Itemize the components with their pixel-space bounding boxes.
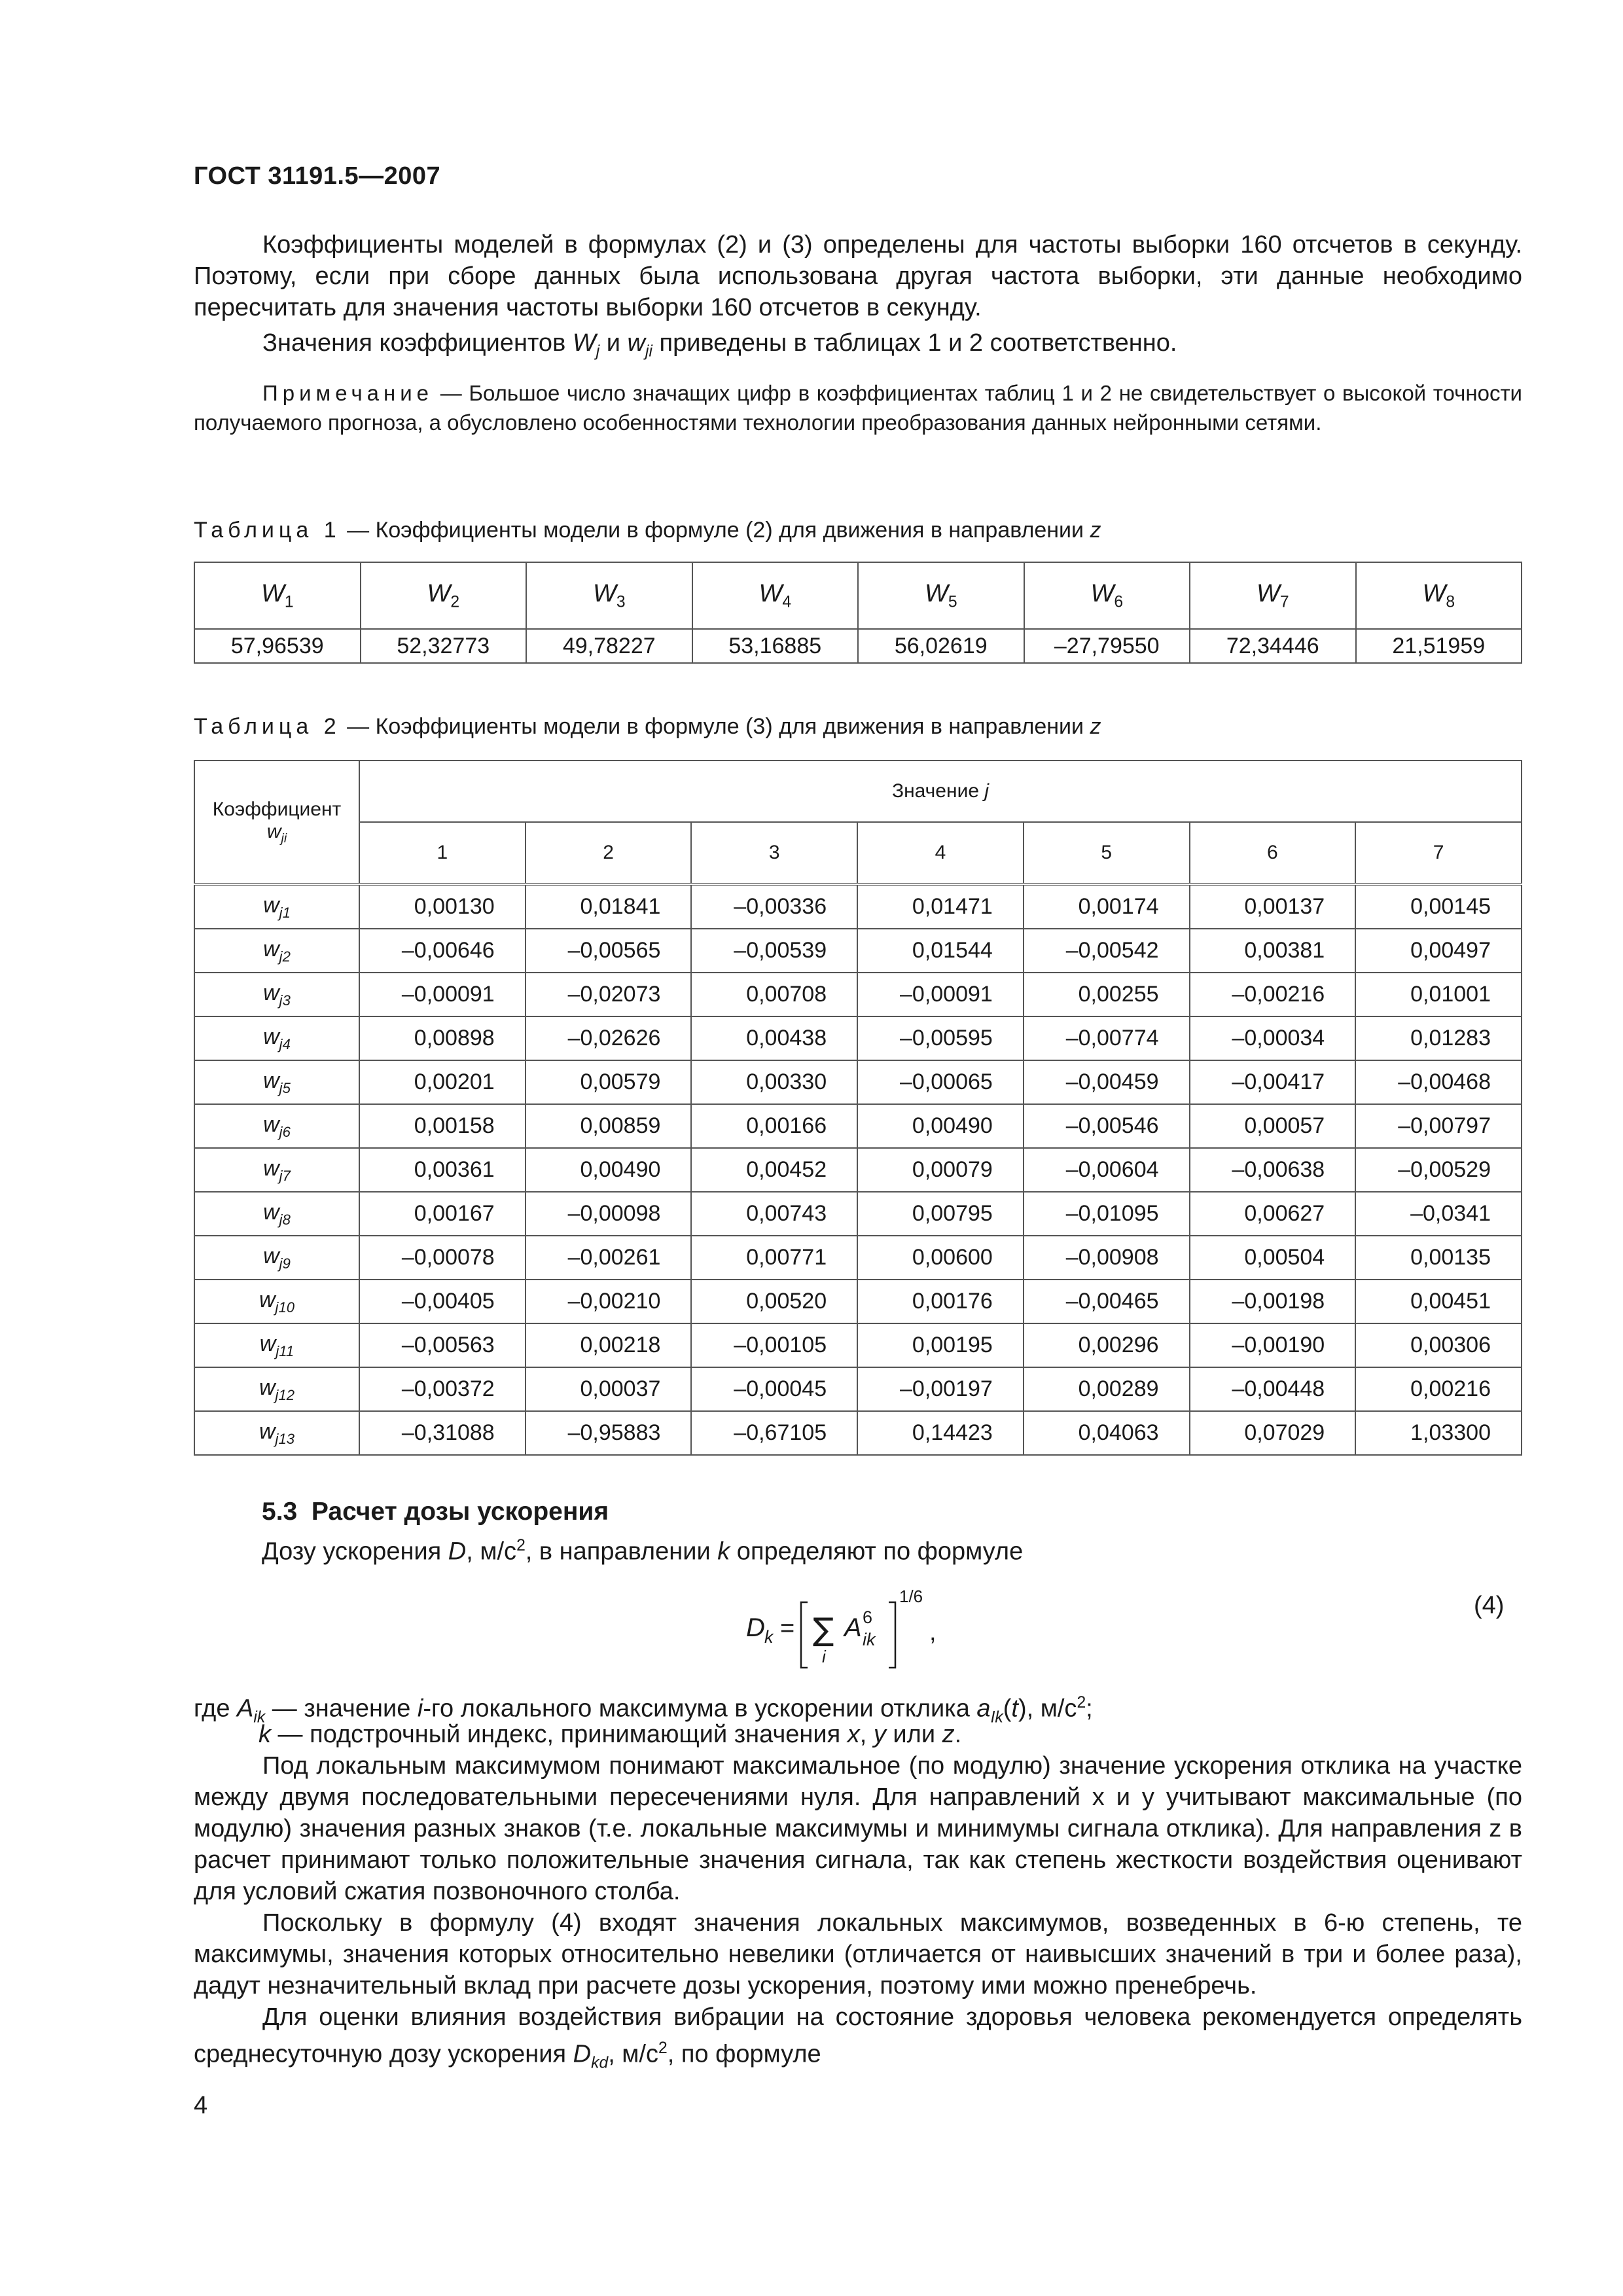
table2-row-label: $w_{j5}$	[194, 1060, 359, 1104]
table2-value-cell: –0,31088	[359, 1411, 526, 1455]
table2-value-cell: 0,00145	[1355, 884, 1522, 929]
note-paragraph	[194, 378, 1522, 437]
body-paragraph-1: Под локальным максимумом понимают максимальное (по модулю) значение ускорения отклика на участке между двумя последовательными пересечениями нуля. Для направлений x и y учитывают максимальные (по модулю) значения разных знаков (т.е. локальные максимумы и минимумы сигнала отклика). Для направления z в расчет принимают только положительные значения сигнала, так как степень жесткости воздействия оценивают для условий сжатия позвоночного столба.	[194, 1752, 1522, 1905]
table2-value-cell: –0,00197	[857, 1367, 1024, 1411]
table2-value-cell: 0,00201	[359, 1060, 526, 1104]
page-number: 4	[194, 2092, 208, 2119]
formula-number: (4)	[1474, 1592, 1505, 1619]
table2-row-label: $w_{j6}$	[194, 1104, 359, 1148]
table2-row-label: $w_{j7}$	[194, 1148, 359, 1192]
table2-value-cell: –0,02626	[526, 1016, 692, 1060]
formula-right-bracket	[889, 1602, 895, 1668]
table1-header-cell	[194, 562, 361, 629]
table-row	[194, 1060, 1522, 1104]
table1-header-row	[194, 562, 1522, 629]
table2-column-header: 6	[1190, 822, 1356, 884]
formula-left-bracket	[801, 1602, 808, 1668]
table1-header-symbol: W	[260, 579, 285, 607]
table2-column-header: 2	[526, 822, 692, 884]
table2-value-header: Значение j	[359, 761, 1522, 822]
table2-value-cell: 0,00490	[857, 1104, 1024, 1148]
formula-comma: ,	[929, 1619, 936, 1646]
table2-value-cell: –0,00078	[359, 1236, 526, 1280]
section-intro: Дозу ускорения D, $м/с^2$, в направлении k определяют по формуле	[262, 1537, 1024, 1566]
table2-value-cell: 1,03300	[1355, 1411, 1522, 1455]
table2-value-cell: –0,00542	[1024, 929, 1190, 973]
table1-header-subscript: 4	[782, 593, 792, 611]
table2-value-cell: –0,00459	[1024, 1060, 1190, 1104]
intro-paragraph-2: Значения коэффициентов $W_j$ и $w_{ji}$ приведены в таблицах 1 и 2 соответственно.	[262, 329, 1177, 361]
table2-value-cell: 0,00490	[526, 1148, 692, 1192]
table2-value-cell: –0,00465	[1024, 1280, 1190, 1323]
table1-header-subscript: 3	[616, 593, 626, 611]
formula-sum: ∑	[813, 1611, 834, 1648]
table1-header-symbol: W	[427, 579, 451, 607]
table-row	[194, 1016, 1522, 1060]
table1-header-subscript: 7	[1279, 593, 1289, 611]
table2-value-cell: –0,00210	[526, 1280, 692, 1323]
formula-eq: =	[780, 1615, 795, 1642]
table2-value-cell: –0,00595	[857, 1016, 1024, 1060]
table-row	[194, 1236, 1522, 1280]
table2-value-cell: –0,00034	[1190, 1016, 1356, 1060]
table2-value-cell: –0,01095	[1024, 1192, 1190, 1236]
table2-value-cell: –0,00529	[1355, 1148, 1522, 1192]
table1-value-cell: 52,32773	[361, 629, 527, 663]
table2-value-cell: 0,04063	[1024, 1411, 1190, 1455]
document-header: ГОСТ 31191.5—2007	[194, 162, 441, 190]
table2-row-label: $w_{j4}$	[194, 1016, 359, 1060]
table2-value-cell: 0,00289	[1024, 1367, 1190, 1411]
table-row	[194, 929, 1522, 973]
table2-value-cell: 0,07029	[1190, 1411, 1356, 1455]
table2-value-cell: –0,02073	[526, 973, 692, 1016]
table2-value-cell: 0,01471	[857, 884, 1024, 929]
table2-value-cell: –0,0341	[1355, 1192, 1522, 1236]
body-paragraph-3: Для оценки влияния воздействия вибрации на состояние здоровья человека рекомендуется определять среднесуточную дозу ускорения $D_{kd}$, $м/с^2$, по формуле	[194, 2003, 1522, 2072]
table1-caption: Таблица 1 — Коэффициенты модели в формуле (2) для движения в направлении z	[194, 518, 1101, 543]
table2-value-cell: –0,00908	[1024, 1236, 1190, 1280]
table2-value-cell: 0,00438	[691, 1016, 857, 1060]
table2-value-cell: 0,01544	[857, 929, 1024, 973]
table2-value-cell: 0,00771	[691, 1236, 857, 1280]
table1-value-row	[194, 629, 1522, 663]
table2-value-cell: 0,01283	[1355, 1016, 1522, 1060]
table2-value-cell: 0,00579	[526, 1060, 692, 1104]
table2-value-cell: 0,00195	[857, 1323, 1024, 1367]
table2-value-cell: 0,14423	[857, 1411, 1024, 1455]
table1-value-cell: –27,79550	[1024, 629, 1190, 663]
table1-header-cell	[1356, 562, 1522, 629]
table1-header-cell	[692, 562, 859, 629]
table2-value-cell: 0,00176	[857, 1280, 1024, 1323]
table2-column-header: 7	[1355, 822, 1522, 884]
where-line-1: где $A_{ik}$ — значение i-го локального максимума в ускорении отклика $a_{Ik}(t)$, $м/с^2$;	[194, 1694, 1093, 1727]
table2-value-cell: 0,00167	[359, 1192, 526, 1236]
section-heading: 5.3 Расчет дозы ускорения	[262, 1498, 609, 1526]
table2-value-cell: 0,00361	[359, 1148, 526, 1192]
table2-column-header: 5	[1024, 822, 1190, 884]
formula-term: A	[844, 1613, 862, 1642]
table1-value-cell: 21,51959	[1356, 629, 1522, 663]
table2-value-cell: –0,00261	[526, 1236, 692, 1280]
table2-value-cell: 0,00898	[359, 1016, 526, 1060]
table2-header-row-2	[194, 822, 1522, 884]
table1-header-symbol: W	[758, 579, 783, 607]
table1-header-symbol: W	[924, 579, 948, 607]
table2-coef-label: Коэффициент	[212, 798, 342, 820]
table2-value-cell: 0,00218	[526, 1323, 692, 1367]
table2-row-label: $w_{j10}$	[194, 1280, 359, 1323]
table2-value-cell: –0,00336	[691, 884, 857, 929]
table2-value-cell: –0,00774	[1024, 1016, 1190, 1060]
table2-value-cell: –0,00468	[1355, 1060, 1522, 1104]
table1-header-symbol: W	[1090, 579, 1115, 607]
formula-term-sub: ik	[863, 1630, 876, 1649]
table2-value-cell: 0,00381	[1190, 929, 1356, 973]
table2-caption: Таблица 2 — Коэффициенты модели в формуле (3) для движения в направлении z	[194, 714, 1101, 739]
table2-value-cell: 0,01841	[526, 884, 692, 929]
table2-value-cell: –0,00405	[359, 1280, 526, 1323]
table1-header-subscript: 2	[450, 593, 460, 611]
table2-value-cell: 0,00306	[1355, 1323, 1522, 1367]
intro-paragraph-1: Коэффициенты моделей в формулах (2) и (3) определены для частоты выборки 160 отсчетов в секунду. Поэтому, если при сборе данных была использована другая частота выборки, эти данные необходимо пересчитать для значения частоты выборки 160 отсчетов в секунду.	[194, 231, 1522, 321]
table2-value-cell: –0,00216	[1190, 973, 1356, 1016]
table2-value-cell: 0,00037	[526, 1367, 692, 1411]
where-line-2: k — подстрочный индекс, принимающий значения x, y или z.	[259, 1721, 962, 1748]
table2-row-label: $w_{j8}$	[194, 1192, 359, 1236]
table2-value-cell: –0,00372	[359, 1367, 526, 1411]
table2-value-cell: –0,00646	[359, 929, 526, 973]
table1	[194, 562, 1522, 664]
table1-value-cell: 49,78227	[526, 629, 692, 663]
table2-value-cell: –0,00091	[359, 973, 526, 1016]
table2-value-cell: 0,00504	[1190, 1236, 1356, 1280]
table2-row-label: $w_{j3}$	[194, 973, 359, 1016]
formula-4	[740, 1577, 1001, 1676]
table2-value-cell: 0,00451	[1355, 1280, 1522, 1323]
table2-row-label: $w_{j11}$	[194, 1323, 359, 1367]
table2-value-cell: 0,00137	[1190, 884, 1356, 929]
table2-value-cell: 0,00296	[1024, 1323, 1190, 1367]
body-paragraph-2: Поскольку в формулу (4) входят значения локальных максимумов, возведенных в 6-ю степень, те максимумы, значения которых относительно невелики (отличается от наивысших значений в три и более раза), дадут незначительный вклад при расчете дозы ускорения, поэтому ими можно пренебречь.	[194, 1909, 1522, 2000]
table-row	[194, 1280, 1522, 1323]
table2-value-cell: –0,00797	[1355, 1104, 1522, 1148]
table-row	[194, 1104, 1522, 1148]
table-row	[194, 973, 1522, 1016]
table2-value-cell: –0,00565	[526, 929, 692, 973]
table2-value-cell: –0,00091	[857, 973, 1024, 1016]
table2-value-cell: –0,95883	[526, 1411, 692, 1455]
table2-value-cell: 0,00166	[691, 1104, 857, 1148]
formula-lhs: D	[746, 1613, 765, 1642]
table2-value-cell: –0,00539	[691, 929, 857, 973]
table2-column-header: 3	[691, 822, 857, 884]
table-row	[194, 1148, 1522, 1192]
table2-value-cell: 0,00859	[526, 1104, 692, 1148]
table2-row-label: $w_{j1}$	[194, 884, 359, 929]
table2-value-cell: 0,00452	[691, 1148, 857, 1192]
formula-lhs-sub: k	[764, 1627, 774, 1647]
table2-value-cell: 0,00174	[1024, 884, 1190, 929]
table1-header-subscript: 1	[284, 593, 294, 611]
table-row	[194, 1323, 1522, 1367]
table2-value-cell: 0,00057	[1190, 1104, 1356, 1148]
table2-header-row-1	[194, 761, 1522, 822]
table2-value-cell: 0,00627	[1190, 1192, 1356, 1236]
table2-value-cell: –0,00105	[691, 1323, 857, 1367]
table2-value-cell: 0,00158	[359, 1104, 526, 1148]
table2-value-cell: –0,00198	[1190, 1280, 1356, 1323]
table-row	[194, 1411, 1522, 1455]
table2-value-cell: 0,00135	[1355, 1236, 1522, 1280]
table1-header-cell	[526, 562, 692, 629]
table2-column-header: 4	[857, 822, 1024, 884]
table1-header-subscript: 8	[1446, 593, 1455, 611]
formula-power: 1/6	[899, 1587, 923, 1606]
table2-coef-header	[194, 761, 359, 884]
table1-header-cell	[1024, 562, 1190, 629]
table2-value-cell: –0,00098	[526, 1192, 692, 1236]
table2-value-cell: –0,00448	[1190, 1367, 1356, 1411]
table1-value-cell: 72,34446	[1190, 629, 1356, 663]
table2-row-label: $w_{j9}$	[194, 1236, 359, 1280]
formula-sum-index: i	[822, 1647, 826, 1666]
table2-row-label: $w_{j13}$	[194, 1411, 359, 1455]
table1-header-subscript: 5	[948, 593, 957, 611]
table2-value-cell: 0,00497	[1355, 929, 1522, 973]
table2-value-cell: 0,00330	[691, 1060, 857, 1104]
table2-row-label: $w_{j12}$	[194, 1367, 359, 1411]
table2-value-cell: 0,00708	[691, 973, 857, 1016]
table2-value-cell: –0,00638	[1190, 1148, 1356, 1192]
table1-header-cell	[858, 562, 1024, 629]
table2-value-cell: 0,00520	[691, 1280, 857, 1323]
table1-header-cell	[1190, 562, 1356, 629]
table2-value-cell: –0,00604	[1024, 1148, 1190, 1192]
table2-value-cell: 0,00130	[359, 884, 526, 929]
table1-value-cell: 53,16885	[692, 629, 859, 663]
table2-value-cell: 0,00743	[691, 1192, 857, 1236]
table1-value-cell: 56,02619	[858, 629, 1024, 663]
table2-row-label: $w_{j2}$	[194, 929, 359, 973]
table2-column-header: 1	[359, 822, 526, 884]
table1-value-cell: 57,96539	[194, 629, 361, 663]
table1-header-subscript: 6	[1114, 593, 1124, 611]
table2-value-cell: –0,00045	[691, 1367, 857, 1411]
table2-value-cell: –0,00417	[1190, 1060, 1356, 1104]
table2-value-cell: 0,01001	[1355, 973, 1522, 1016]
table2-value-cell: –0,00190	[1190, 1323, 1356, 1367]
table2-value-cell: 0,00600	[857, 1236, 1024, 1280]
table1-header-cell	[361, 562, 527, 629]
note-label: Примечание	[262, 381, 434, 405]
table-row	[194, 1367, 1522, 1411]
table2-value-cell: –0,67105	[691, 1411, 857, 1455]
formula-term-sup: 6	[863, 1607, 873, 1627]
note-text: — Большое число значащих цифр в коэффициентах таблиц 1 и 2 не свидетельствует о высокой точности получаемого прогноза, а обусловлено особенностями технологии преобразования данных нейронными сетями.	[194, 381, 1522, 435]
table2	[194, 760, 1522, 1456]
table-row	[194, 1192, 1522, 1236]
table2-value-cell: –0,00563	[359, 1323, 526, 1367]
table2-value-cell: –0,00546	[1024, 1104, 1190, 1148]
table1-header-symbol: W	[1422, 579, 1446, 607]
table2-value-cell: 0,00795	[857, 1192, 1024, 1236]
table1-header-symbol: W	[592, 579, 616, 607]
table2-value-cell: 0,00079	[857, 1148, 1024, 1192]
table1-header-symbol: W	[1256, 579, 1280, 607]
table2-value-cell: 0,00216	[1355, 1367, 1522, 1411]
table2-coef-symbol: $w_{ji}$	[266, 820, 287, 846]
table2-value-cell: –0,00065	[857, 1060, 1024, 1104]
table2-value-cell: 0,00255	[1024, 973, 1190, 1016]
table-row	[194, 884, 1522, 929]
